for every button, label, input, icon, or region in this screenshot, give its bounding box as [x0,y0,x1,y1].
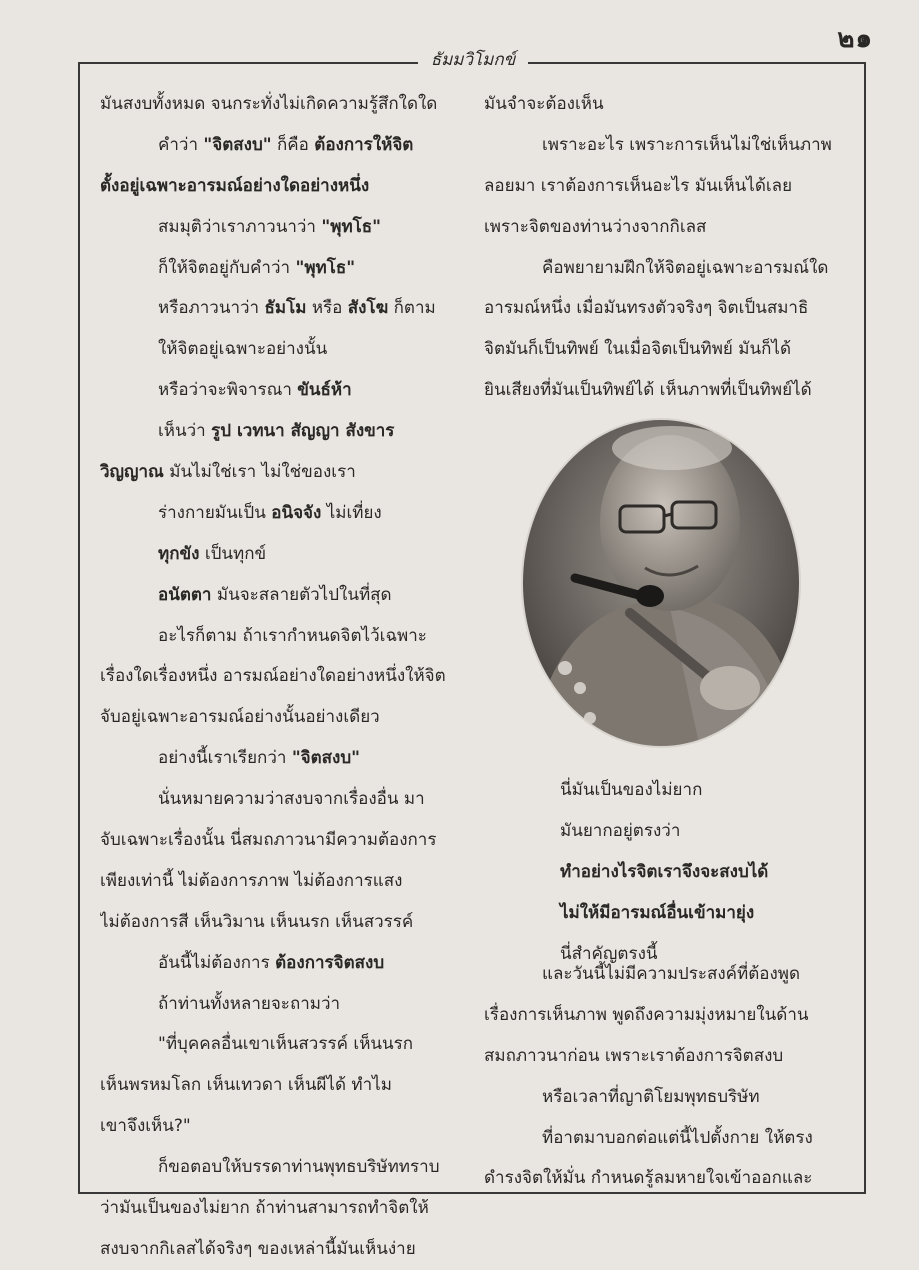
bold-text: รูป เวทนา สัญญา สังขาร [211,421,395,442]
text-run: เพราะอะไร เพราะการเห็นไม่ใช่เห็นภาพ [542,134,832,155]
text-line [100,125,460,166]
text-run: สมมุติว่าเราภาวนาว่า [158,216,322,237]
text-run: คำว่า [158,134,204,155]
text-line [100,1188,460,1229]
text-run: จับเฉพาะเรื่องนั้น นี่สมถภาวนามีความต้องการ [100,830,437,851]
text-run: ถ้าท่านทั้งหลายจะถามว่า [158,993,341,1014]
text-run: ดำรงจิตให้มั่น กำหนดรู้ลมหายใจเข้าออกและ [484,1168,813,1189]
text-line [100,984,460,1025]
bold-text: "พุทโธ" [321,216,382,237]
bold-text: "จิตสงบ" [203,134,272,155]
bold-text: อนิจจัง [271,502,322,523]
text-line [100,820,460,861]
text-run: ก็ให้จิตอยู่กับคำว่า [158,257,296,278]
text-line [100,1065,460,1106]
bold-text: ทุกขัง [158,543,200,564]
text-run: เห็นว่า [158,421,212,442]
text-line [484,1118,844,1159]
monk-photo-image [520,418,802,748]
text-line [100,288,460,329]
text-run: ร่างกายมันเป็น [158,502,272,523]
text-run: ก็ขอตอบให้บรรดาท่านพุทธบริษัททราบ [158,1157,440,1178]
text-line [100,452,460,493]
text-line [484,207,844,248]
text-line [484,248,844,289]
text-line [100,84,460,125]
text-line [484,1077,844,1118]
text-line [100,697,460,738]
text-run: เรื่องการเห็นภาพ พูดถึงความมุ่งหมายในด้าน [484,1004,809,1025]
text-line [484,1158,844,1199]
text-line [484,84,844,125]
text-run: มันไม่ใช่เรา ไม่ใช่ของเรา [163,462,356,483]
text-line [484,166,844,207]
text-run: ก็ตาม [388,298,436,319]
text-line [100,411,460,452]
text-line [100,207,460,248]
text-line [100,656,460,697]
text-run: ก็คือ [271,134,315,155]
text-run: จิตมันก็เป็นทิพย์ ในเมื่อจิตเป็นทิพย์ มันก็ได้ [484,339,791,360]
text-line [484,288,844,329]
page-number: ๒๑ [837,24,873,54]
text-line [100,248,460,289]
bold-text: อนัตตา [158,584,212,605]
text-run: และวันนี้ไม่มีความประสงค์ที่ต้องพูด [542,964,801,984]
text-run: อย่างนี้เราเรียกว่า [158,748,292,769]
text-line [100,166,460,207]
text-line [100,1024,460,1065]
text-line [100,616,460,657]
text-line [100,1147,460,1188]
text-run: เรื่องใดเรื่องหนึ่ง อารมณ์อย่างใดอย่างหนึ่งให้จิต [100,666,446,687]
text-run: มันสงบทั้งหมด จนกระทั่งไม่เกิดความรู้สึกใดใด [100,94,438,114]
right-column-top [484,84,844,411]
right-column-bottom [484,954,844,1199]
bold-text: สังโฆ [347,298,389,319]
bold-text: "พุทโธ" [295,257,356,278]
text-line [484,954,844,995]
text-line [100,575,460,616]
text-line [484,370,844,411]
text-run: เป็นทุกข์ [199,543,267,564]
text-run: อันนี้ไม่ต้องการ [158,952,276,973]
text-run: หรือภาวนาว่า [158,298,265,319]
text-run: ที่อาตมาบอกต่อแต่นี้ไปตั้งกาย ให้ตรง [542,1127,813,1148]
text-line [100,861,460,902]
text-run: จับอยู่เฉพาะอารมณ์อย่างนั้นอย่างเดียว [100,707,380,728]
text-run: ให้จิตอยู่เฉพาะอย่างนั้น [158,339,328,360]
text-run: อารมณ์หนึ่ง เมื่อมันทรงตัวจริงๆ จิตเป็นสมาธิ [484,298,809,319]
text-run: หรือว่าจะพิจารณา [158,380,298,401]
text-run: นี่สำคัญตรงนี้ [560,943,658,964]
text-line [560,893,860,934]
text-run: ไม่เที่ยง [321,502,382,523]
text-run: นี่มันเป็นของไม่ยาก [560,780,703,800]
text-line [484,1036,844,1077]
text-line [560,852,860,893]
text-line [100,943,460,984]
bold-text: ไม่ให้มีอารมณ์อื่นเข้ามายุ่ง [560,902,755,923]
bold-text: ต้องการให้จิต [314,134,414,155]
text-run: สมถภาวนาก่อน เพราะเราต้องการจิตสงบ [484,1045,784,1066]
text-run: หรือเวลาที่ญาติโยมพุทธบริษัท [542,1086,760,1107]
text-run: มันยากอยู่ตรงว่า [560,820,681,841]
text-run: ไม่ต้องการสี เห็นวิมาน เห็นนรก เห็นสวรรค์ [100,911,414,932]
left-column [100,84,460,1270]
text-run: มันจำจะต้องเห็น [484,94,604,114]
text-line [100,1106,460,1147]
text-run: มันจะสลายตัวไปในที่สุด [211,584,392,605]
bold-text: ขันธ์ห้า [297,380,352,401]
bold-text: ธัมโม [264,298,307,319]
text-line [100,902,460,943]
text-run: เพราะจิตของท่านว่างจากกิเลส [484,216,707,237]
text-line [100,779,460,820]
text-line [484,995,844,1036]
text-run: ว่ามันเป็นของไม่ยาก ถ้าท่านสามารถทำจิตให้ [100,1198,429,1219]
text-line [484,329,844,370]
monk-photo [520,418,802,748]
text-line [100,738,460,779]
running-header-title: ธัมมวิโมกข์ [430,50,516,70]
text-run: นั่นหมายความว่าสงบจากเรื่องอื่น มา [158,789,425,810]
text-line [560,770,860,811]
text-line [100,370,460,411]
text-run: คือพยายามฝึกให้จิตอยู่เฉพาะอารมณ์ใด [542,257,829,278]
text-run: เพียงเท่านี้ ไม่ต้องการภาพ ไม่ต้องการแสง [100,870,403,891]
bold-text: ตั้งอยู่เฉพาะอารมณ์อย่างใดอย่างหนึ่ง [100,175,370,196]
text-run: หรือ [306,298,348,319]
text-line [100,329,460,370]
bold-text: ทำอย่างไรจิตเราจึงจะสงบได้ [560,861,769,882]
bold-text: ต้องการจิตสงบ [275,952,385,973]
text-line [484,125,844,166]
text-line [100,534,460,575]
text-line [100,493,460,534]
text-line [100,1229,460,1270]
text-run: "ที่บุคคลอื่นเขาเห็นสวรรค์ เห็นนรก [158,1034,414,1055]
photo-caption [560,770,860,974]
text-run: เขาจึงเห็น?" [100,1116,191,1137]
text-run: อะไรก็ตาม ถ้าเรากำหนดจิตไว้เฉพาะ [158,625,427,646]
bold-text: "จิตสงบ" [291,748,361,769]
text-run: ยินเสียงที่มันเป็นทิพย์ได้ เห็นภาพที่เป็นทิพย์ได้ [484,380,812,401]
bold-text: วิญญาณ [100,462,164,483]
text-line [560,811,860,852]
text-run: ลอยมา เราต้องการเห็นอะไร มันเห็นได้เลย [484,175,793,196]
text-run: สงบจากกิเลสได้จริงๆ ของเหล่านี้มันเห็นง่าย [100,1238,416,1259]
text-run: เห็นพรหมโลก เห็นเทวดา เห็นผีได้ ทำไม [100,1075,392,1096]
